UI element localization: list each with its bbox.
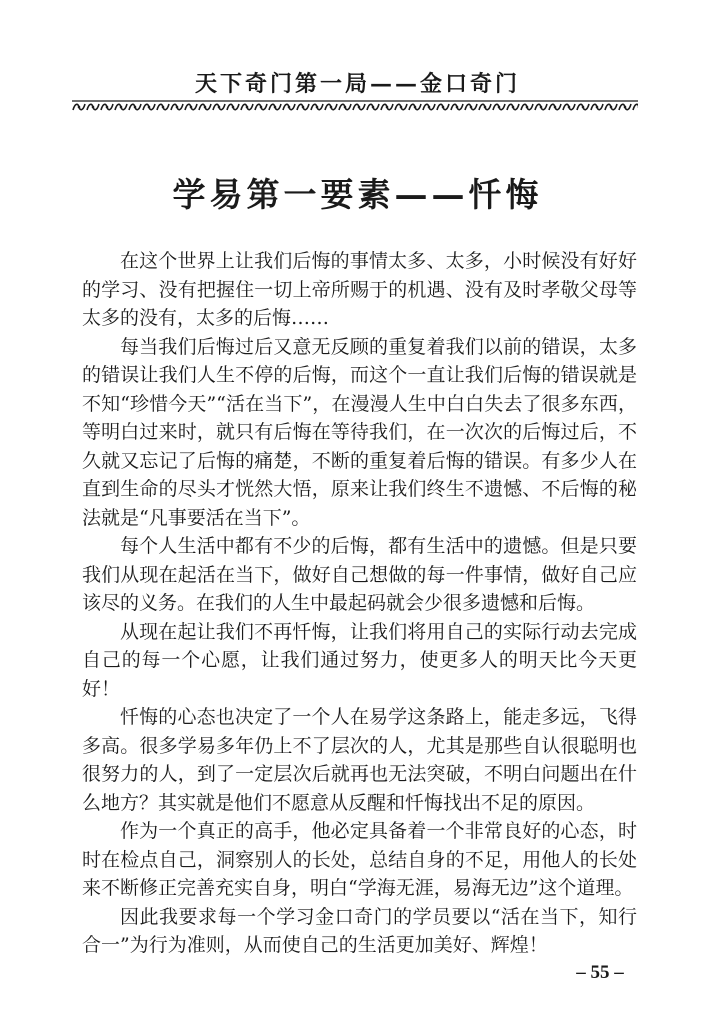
decorative-rule <box>72 100 638 114</box>
paragraph: 因此我要求每一个学习金口奇门的学员要以“活在当下，知行合一”为行为准则，从而使自己的生活更加美好、辉煌！ <box>82 905 637 956</box>
body-text <box>82 247 637 960</box>
page-number: – 55 – <box>576 962 624 983</box>
book-title: 天下奇门第一局——金口奇门 <box>194 71 520 97</box>
paragraph: 每当我们后悔过后又意无反顾的重复着我们以前的错误，太多的错误让我们人生不停的后悔，而这个一直让我们后悔的错误就是不知“珍惜今天”“活在当下”，在漫漫人生中白白失去了很多东西，等明白过来时，就只有后悔在等待我们，在一次次的后悔过后，不久就又忘记了后悔的痛楚，不断的重复着后悔的错误。有多少人在直到生命的尽头才恍然大悟，原来让我们终生不遗憾、不后悔的秘法就是“凡事要活在当下”。 <box>82 335 637 529</box>
running-header <box>0 70 715 98</box>
paragraph: 在这个世界上让我们后悔的事情太多、太多，小时候没有好好的学习、没有把握住一切上帝所赐于的机遇、没有及时孝敬父母等太多的没有，太多的后悔…… <box>82 250 637 329</box>
paragraph: 每个人生活中都有不少的后悔，都有生活中的遗憾。但是只要我们从现在起活在当下，做好自己想做的每一件事情，做好自己应该尽的义务。在我们的人生中最起码就会少很多遗憾和后悔。 <box>82 535 637 614</box>
paragraph: 忏悔的心态也决定了一个人在易学这条路上，能走多远，飞得多高。很多学易多年仍上不了层次的人，尤其是那些自认很聪明也很努力的人，到了一定层次后就再也无法突破，不明白问题出在什么地方？其实就是他们不愿意从反醒和忏悔找出不足的原因。 <box>82 706 637 814</box>
paragraph: 从现在起让我们不再忏悔，让我们将用自己的实际行动去完成自己的每一个心愿，让我们通过努力，使更多人的明天比今天更好！ <box>82 620 637 700</box>
chapter-title: 学易第一要素——忏悔 <box>172 175 543 214</box>
paragraph: 作为一个真正的高手，他必定具备着一个非常良好的心态，时时在检点自己，洞察别人的长处，总结自身的不足，用他人的长处来不断修正完善充实自身，明白“学海无涯，易海无边”这个道理。 <box>82 820 637 899</box>
